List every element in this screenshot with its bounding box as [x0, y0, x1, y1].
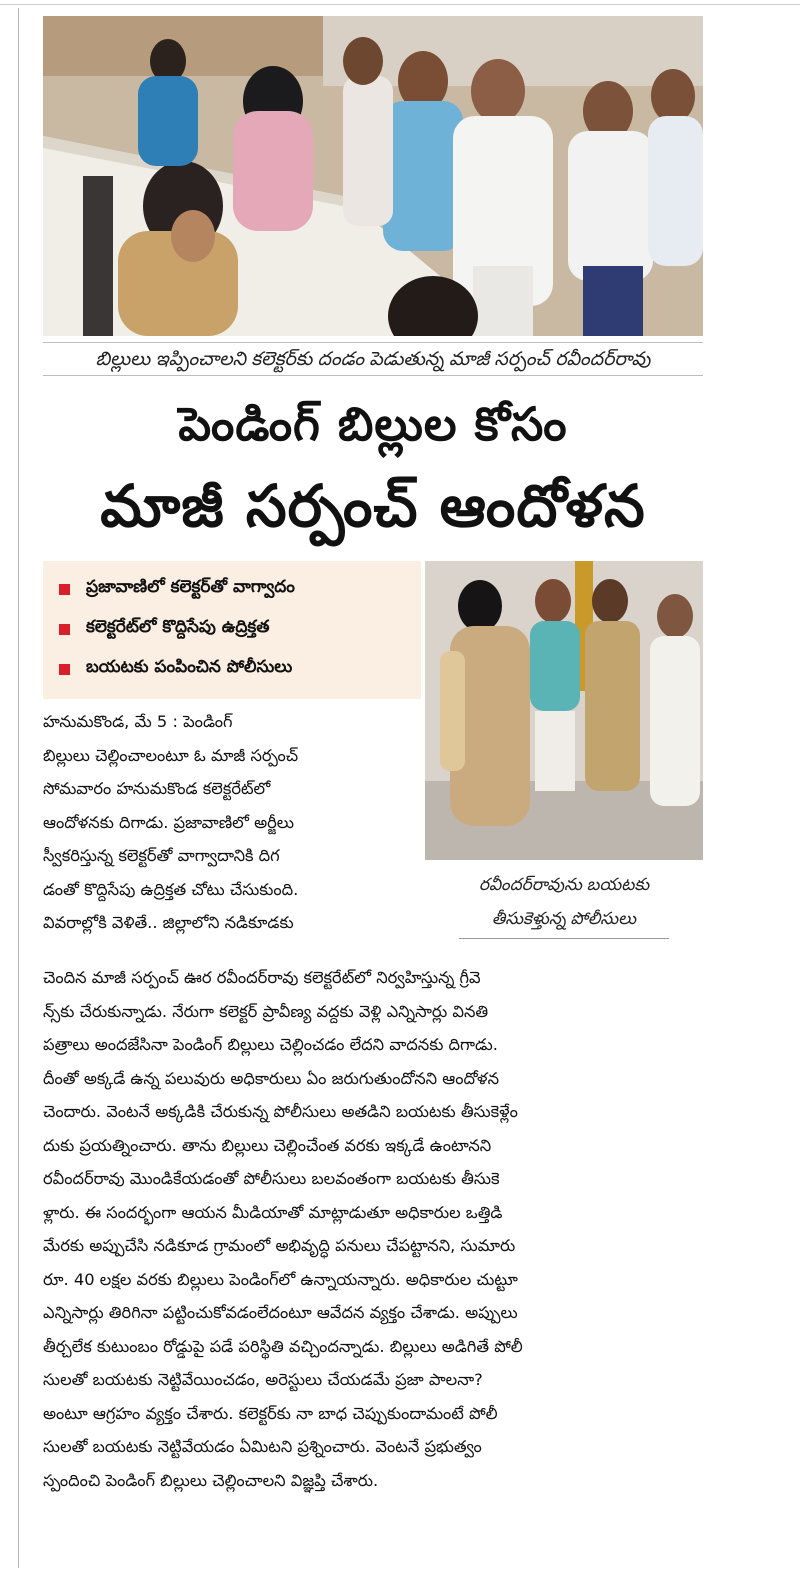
- article-line: ఎన్నిసార్లు తిరిగినా పట్టించుకోవడంలేదంటూ ఆవేదన వ్యక్తం చేశాడు. అప్పులు: [43, 1303, 518, 1322]
- headline-line-1: పెండింగ్ బిల్లుల కోసం: [178, 397, 568, 451]
- highlight-text: కలెక్టరేట్‌లో కొద్దిసేపు ఉద్రిక్తత: [86, 617, 270, 637]
- article-line: అంటూ ఆగ్రహం వ్యక్తం చేశారు. కలెక్టర్‌కు నా బాధ చెప్పుకుందామంటే పోలీ: [43, 1403, 498, 1423]
- article-line: మేరకు అప్పుచేసి నడికూడ గ్రామంలో అభివృద్ధి పనులు చేపట్టానని, సుమారు: [43, 1236, 516, 1255]
- article-line: వివరాల్లోకి వెళితే.. జిల్లాలోని నడికూడకు: [43, 913, 294, 932]
- inline-caption-line-2: తీసుకెళ్తున్న పోలీసులు: [491, 909, 637, 928]
- highlight-text: బయటకు పంపించిన పోలీసులు: [86, 657, 293, 677]
- article-line: ఆందోళనకు దిగాడు. ప్రజావాణిలో అర్జీలు: [43, 812, 294, 832]
- top-photo: [43, 16, 703, 336]
- article-body-wide: [43, 961, 703, 1497]
- article-line: చెందిన మాజీ సర్పంచ్ ఊర రవీందర్‌రావు కలెక్టరేట్‌లో నిర్వహిస్తున్న గ్రీవె: [43, 968, 481, 987]
- headline-line-2: మాజీ సర్పంచ్ ఆందోళన: [100, 472, 646, 540]
- article-line: సోమవారం హనుమకొండ కలెక్టరేట్‌లో: [43, 779, 271, 798]
- article-line: స్పందించి పెండింగ్ బిల్లులు చెల్లించాలని విజ్ఞప్తి చేశారు.: [43, 1470, 379, 1490]
- article-line: సులతో బయటకు నెట్టివేయించడం, అరెస్టులు చేయడమే ప్రజా పాలనా?: [43, 1370, 483, 1389]
- highlight-item: [53, 569, 411, 609]
- top-rule: [0, 0, 800, 5]
- inline-photo-caption: [425, 868, 703, 939]
- square-bullet-icon: [59, 624, 70, 635]
- highlight-item: [53, 649, 411, 689]
- article-line: తీర్చలేక కుటుంబం రోడ్డుపై పడే పరిస్థితి వచ్చిందన్నాడు. బిల్లులు అడిగితే పోలీ: [43, 1336, 523, 1356]
- article-line: రూ. 40 లక్షల వరకు బిల్లులు పెండింగ్‌లో ఉన్నాయన్నారు. అధికారుల చుట్టూ: [43, 1269, 518, 1289]
- square-bullet-icon: [59, 664, 70, 675]
- article-line: న్స్‌కు చేరుకున్నాడు. నేరుగా కలెక్టర్ ప్రావీణ్య వద్దకు వెళ్లి ఎన్నిసార్లు వినతి: [43, 1001, 489, 1021]
- article-line: స్వీకరిస్తున్న కలెక్టర్‌తో వాగ్వాదానికి దిగ: [43, 846, 280, 865]
- top-photo-caption: బిల్లులు ఇప్పించాలని కలెక్టర్‌కు దండం పెడుతున్న మాజీ సర్పంచ్ రవీందర్‌రావు: [43, 342, 703, 376]
- article-line: డంతో కొద్దిసేపు ఉద్రిక్తత చోటు చేసుకుంది.: [43, 879, 299, 899]
- top-photo-image: [43, 16, 703, 336]
- square-bullet-icon: [59, 584, 70, 595]
- article-line: పత్రాలు అందజేసినా పెండింగ్ బిల్లులు చెల్లించడం లేదని వాదనకు దిగాడు.: [43, 1035, 498, 1054]
- inline-caption-line-1: రవీందర్‌రావును బయటకు: [478, 875, 650, 894]
- article-line: రవీందర్‌రావు మొండికేయడంతో పోలీసులు బలవంతంగా బయటకు తీసుకె: [43, 1169, 500, 1188]
- column-rule: [18, 8, 19, 1568]
- highlight-item: [53, 609, 411, 649]
- inline-photo: [425, 561, 703, 860]
- highlights-box: [43, 561, 421, 699]
- article-line: సులతో బయటకు నెట్టివేయడం ఏమిటని ప్రశ్నించారు. వెంటనే ప్రభుత్వం: [43, 1437, 482, 1456]
- article-line: ళ్లారు. ఈ సందర్భంగా ఆయన మీడియాతో మాట్లాడుతూ అధికారుల ఒత్తిడి: [43, 1202, 503, 1222]
- article-line: హనుమకొండ, మే 5 : పెండింగ్: [43, 712, 233, 731]
- caption-underline: [459, 938, 669, 939]
- inline-photo-image: [425, 561, 703, 860]
- highlight-text: ప్రజావాణిలో కలెక్టర్‌తో వాగ్వాదం: [86, 577, 295, 597]
- article-body-narrow: [43, 705, 417, 940]
- article-line: చెందారు. వెంటనే అక్కడికి చేరుకున్న పోలీసులు అతడిని బయటకు తీసుకెళ్లేం: [43, 1102, 518, 1121]
- article-line: దీంతో అక్కడే ఉన్న పలువురు అధికారులు ఏం జరుగుతుందోనని ఆందోళన: [43, 1068, 499, 1088]
- article-line: దుకు ప్రయత్నించారు. తాను బిల్లులు చెల్లించేంత వరకు ఇక్కడే ఉంటానని: [43, 1135, 492, 1155]
- article-line: బిల్లులు చెల్లించాలంటూ ఓ మాజీ సర్పంచ్: [43, 745, 299, 765]
